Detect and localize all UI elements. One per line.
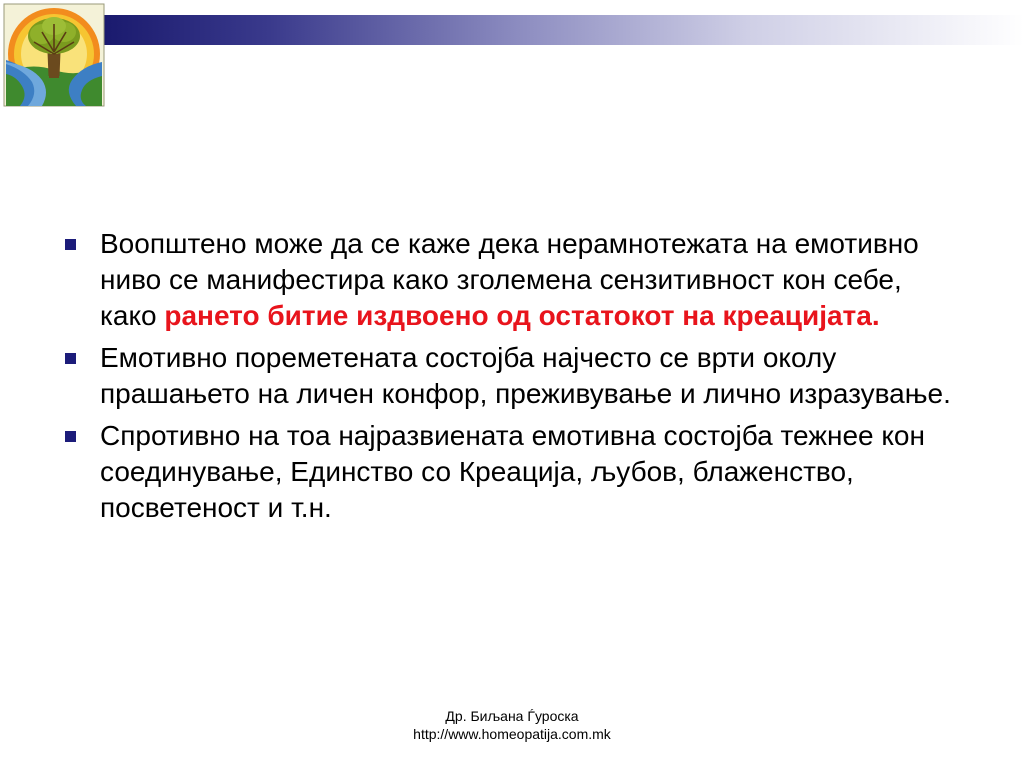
bullet-square-icon xyxy=(65,353,76,364)
bullet-item xyxy=(62,226,962,334)
bullet-square-icon xyxy=(65,431,76,442)
bullet-highlight-text: рането битие издвоено од остатокот на креацијата. xyxy=(164,300,880,331)
footer xyxy=(300,707,724,743)
header-gradient-bar xyxy=(104,15,1024,45)
footer-url[interactable]: http://www.homeopatija.com.mk xyxy=(413,726,611,742)
bullet-list xyxy=(62,226,962,532)
footer-author: Др. Биљана Ѓуроска xyxy=(445,708,579,724)
bullet-item xyxy=(62,418,962,526)
bullet-text: Емотивно пореметената состојба најчесто се врти околу прашањето на личен конфор, преживување и лично изразување. xyxy=(100,342,951,409)
tree-sun-river-logo-icon xyxy=(2,2,106,108)
bullet-item xyxy=(62,340,962,412)
bullet-text: Спротивно на тоа најразвиената емотивна состојба тежнее кон соединување, Единство со Креација, љубов, блаженство, посветеност и т.н. xyxy=(100,420,925,523)
bullet-square-icon xyxy=(65,239,76,250)
bullet-text: Воопштено може да се каже дека нерамнотежата на емотивно ниво се манифестира како зголемена сензитивност кон себе, како xyxy=(100,228,919,331)
